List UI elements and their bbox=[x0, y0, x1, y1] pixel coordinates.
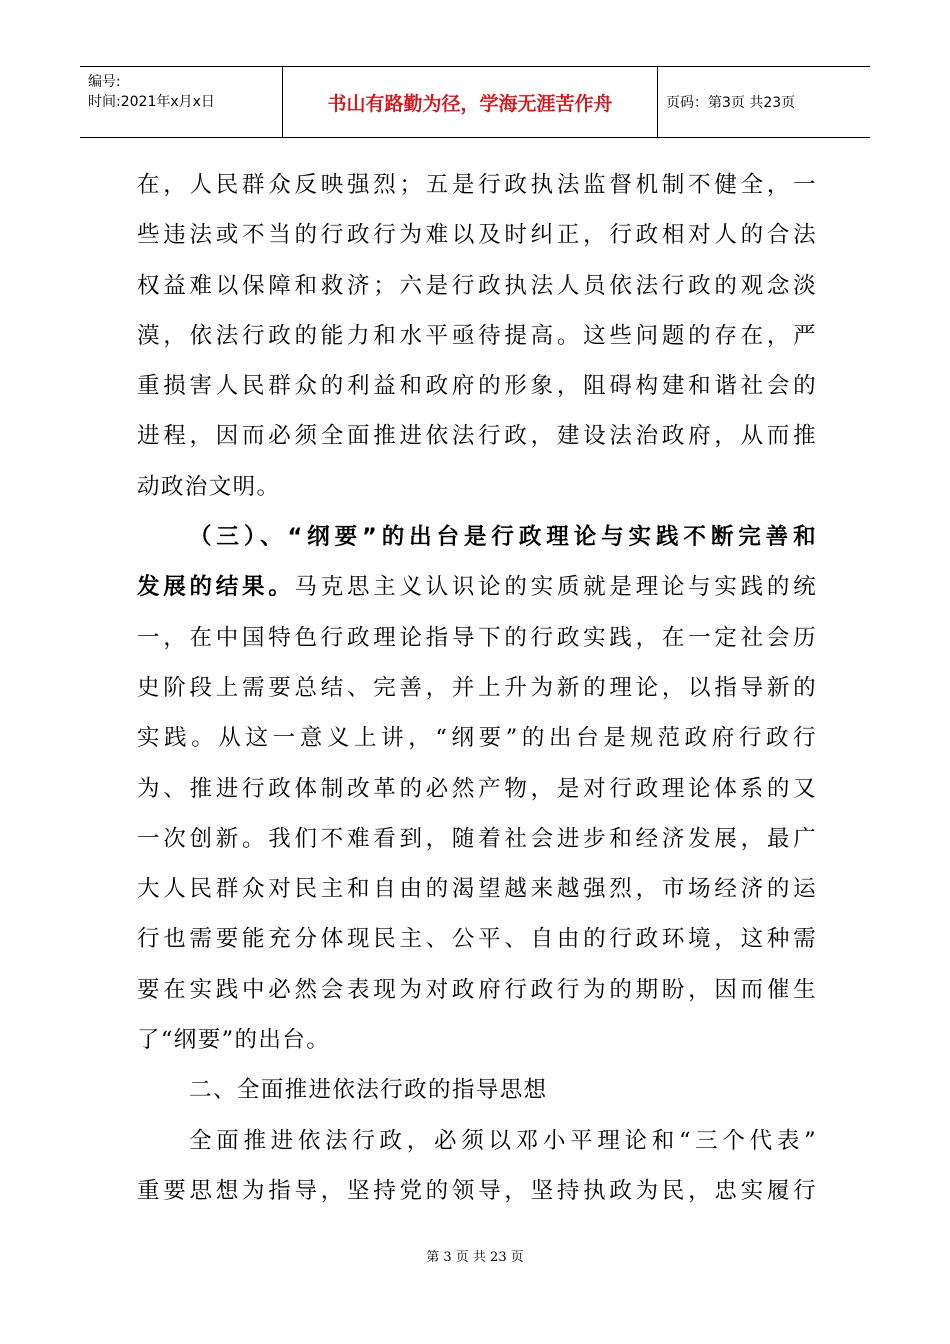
text-line: 史阶段上需要总结、完善，并上升为新的理论，以指导新的 bbox=[137, 674, 817, 701]
document-body bbox=[137, 160, 817, 1216]
text-line: 在，人民群众反映强烈；五是行政执法监督机制不健全，一 bbox=[137, 172, 817, 198]
text-line: 了“纲要”的出台。 bbox=[137, 1027, 331, 1054]
bold-subheading: （三）、“纲要”的出台是行政理论与实践不断完善和 bbox=[189, 524, 817, 551]
text-line: 为、推进行政体制改革的必然产物，是对行政理论体系的又 bbox=[137, 775, 817, 802]
text-line: 动政治文明。 bbox=[137, 473, 281, 500]
text-segment: 马克思主义认识论的实质就是理论与实践的统 bbox=[294, 574, 817, 601]
page-header bbox=[80, 66, 870, 138]
text-line: 漠，依法行政的能力和水平亟待提高。这些问题的存在，严 bbox=[137, 322, 817, 349]
text-line: 重损害人民群众的利益和政府的形象，阻碍构建和谐社会的 bbox=[137, 373, 817, 400]
text-line: 一次创新。我们不难看到，随着社会进步和经济发展，最广 bbox=[137, 825, 817, 852]
text-line: 要在实践中必然会表现为对政府行政行为的期盼，因而催生 bbox=[137, 976, 817, 1003]
bold-subheading-end: 发展的结果。 bbox=[137, 574, 295, 601]
section-heading: 二、全面推进依法行政的指导思想 bbox=[189, 1077, 548, 1104]
header-page-info: 页码：第3页 共23页 bbox=[666, 95, 796, 111]
date-label: 时间:2021年x月x日 bbox=[88, 94, 215, 110]
text-line: 一，在中国特色行政理论指导下的行政实践，在一定社会历 bbox=[137, 624, 817, 651]
header-meta-cell bbox=[80, 67, 283, 137]
text-line: 进程，因而必须全面推进依法行政，建设法治政府，从而推 bbox=[137, 423, 817, 450]
text-line: 实践。从这一意义上讲，“纲要”的出台是规范政府行政行 bbox=[137, 725, 817, 752]
page-footer: 第 3 页 共 23 页 bbox=[426, 1250, 524, 1265]
text-line: 权益难以保障和救济；六是行政执法人员依法行政的观念淡 bbox=[137, 272, 817, 299]
text-line: 重要思想为指导，坚持党的领导，坚持执政为民，忠实履行 bbox=[137, 1177, 817, 1204]
text-line: 些违法或不当的行政行为难以及时纠正，行政相对人的合法 bbox=[137, 222, 817, 249]
text-line: 大人民群众对民主和自由的渴望越来越强烈，市场经济的运 bbox=[137, 876, 817, 903]
header-motto: 书山有路勤为径，学海无涯苦作舟 bbox=[283, 67, 658, 137]
text-line: 行也需要能充分体现民主、公平、自由的行政环境，这种需 bbox=[137, 926, 817, 953]
text-line: 全面推进依法行政，必须以邓小平理论和“三个代表” bbox=[189, 1127, 817, 1154]
text-line-mixed bbox=[137, 562, 817, 612]
number-label: 编号: bbox=[88, 74, 121, 90]
